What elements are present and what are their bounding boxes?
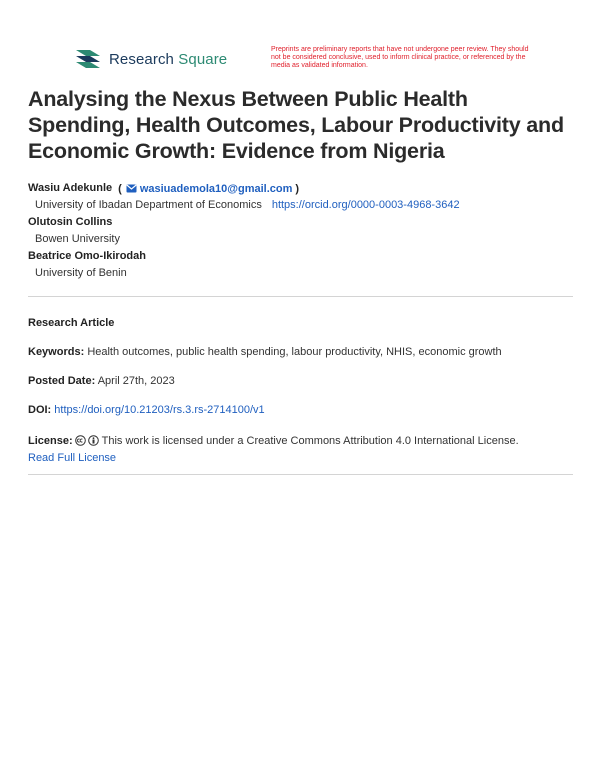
research-square-logo[interactable]	[74, 48, 227, 70]
license-label: License:	[28, 435, 73, 447]
posted-date-value: April 27th, 2023	[97, 375, 175, 387]
posted-date-label: Posted Date:	[28, 375, 96, 387]
author-affiliation: Bowen University	[35, 233, 120, 245]
brand-research: Research	[109, 50, 174, 68]
research-square-logo-icon	[74, 48, 102, 70]
brand-square: Square	[178, 50, 228, 68]
author-list	[28, 180, 573, 282]
author-2: Olutosin Collins	[28, 216, 113, 228]
page-header	[74, 46, 534, 78]
orcid-link[interactable]: https://orcid.org/0000-0003-4968-3642	[271, 199, 460, 211]
divider	[28, 474, 573, 475]
cc-icons	[75, 435, 99, 446]
attribution-icon	[88, 435, 99, 446]
author-email-link[interactable]: wasiuademola10@gmail.com	[139, 182, 293, 195]
license	[28, 433, 573, 467]
affiliation-text: University of Ibadan Department of Economics	[35, 199, 262, 211]
article-type	[28, 317, 573, 329]
keywords-value: Health outcomes, public health spending, labour productivity, NHIS, economic growth	[87, 346, 502, 358]
author-3: Beatrice Omo-Ikirodah	[28, 250, 146, 262]
keywords-label: Keywords:	[28, 346, 85, 358]
keywords	[28, 346, 573, 358]
posted-date	[28, 375, 573, 387]
envelope-icon	[126, 184, 137, 193]
brand-name	[109, 51, 227, 68]
author-affiliation	[28, 197, 573, 214]
license-text: This work is licensed under a Creative Commons Attribution 4.0 International License.	[101, 435, 519, 447]
article-type-label: Research Article	[28, 317, 115, 329]
doi	[28, 404, 573, 416]
author-affiliation: University of Benin	[35, 267, 127, 279]
read-full-license-link[interactable]: Read Full License	[28, 452, 117, 464]
divider	[28, 296, 573, 297]
doi-label: DOI:	[28, 404, 52, 416]
article-title: Analysing the Nexus Between Public Health Spending, Health Outcomes, Labour Productivity and Economic Growth: Evidence from Nigeria	[28, 87, 564, 163]
author-name: Wasiu Adekunle	[28, 182, 113, 194]
author-1: Wasiu Adekunle ( wasiuademola10@gmail.com )	[28, 180, 573, 197]
preprint-notice: Preprints are preliminary reports that have not undergone peer review. They should not be considered conclusive, used to inform clinical practice, or referenced by the media as validated information.	[271, 46, 529, 69]
creative-commons-icon	[75, 435, 86, 446]
doi-link[interactable]: https://doi.org/10.21203/rs.3.rs-2714100/v1	[54, 404, 265, 416]
